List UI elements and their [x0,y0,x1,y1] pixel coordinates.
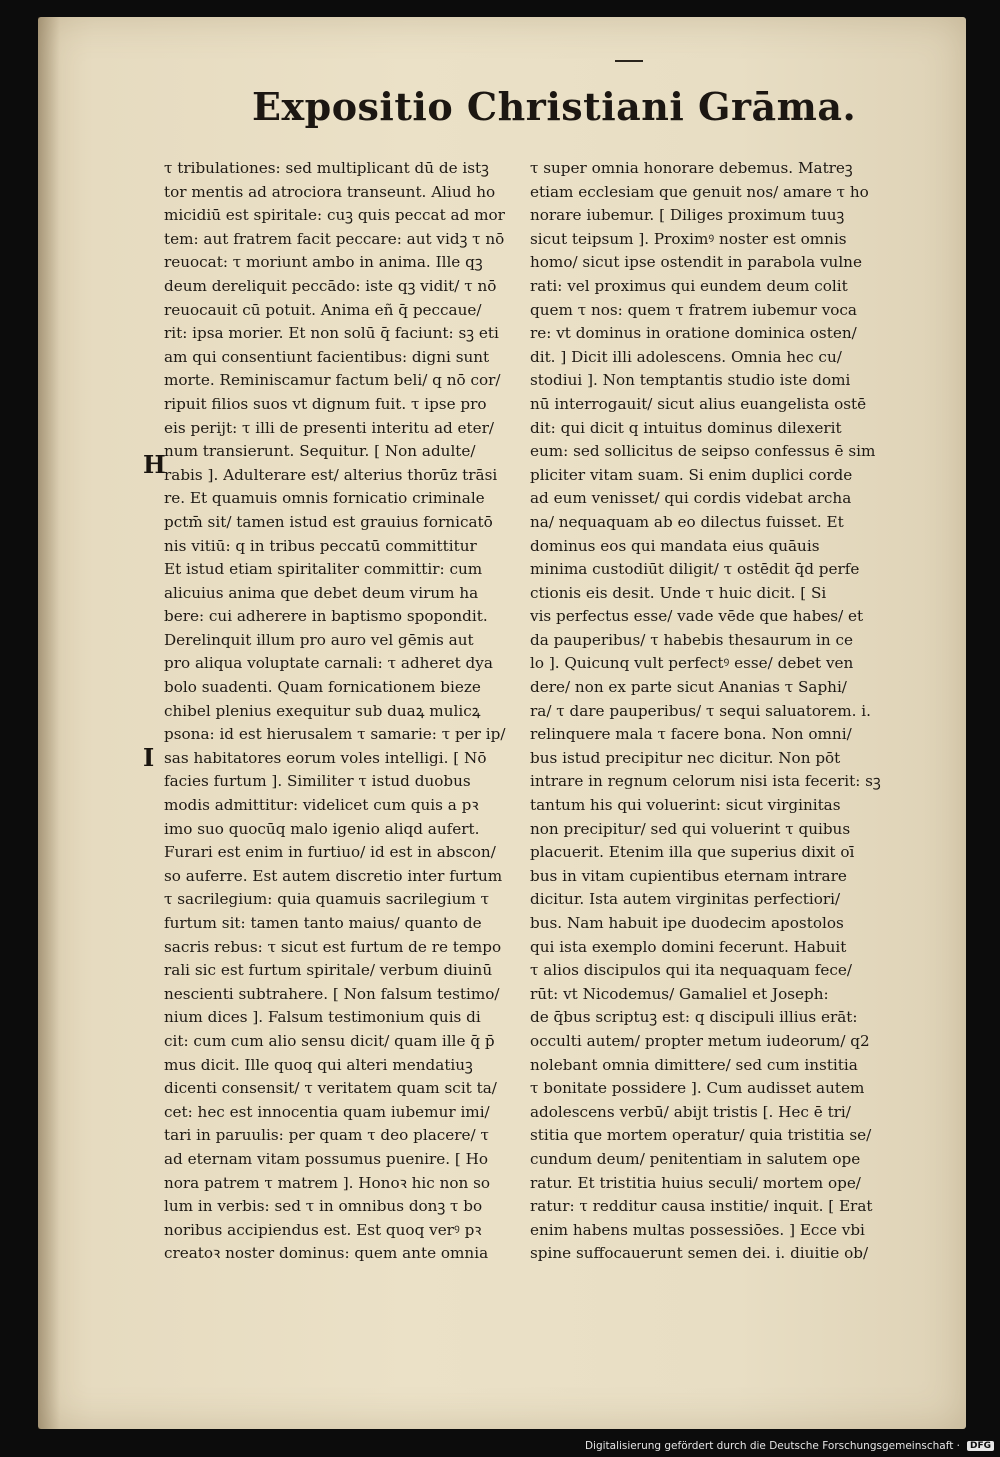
text-line: τ super omnia honorare debemus. Matreꝫ [530,159,853,177]
text-line: tari in paruulis: per quam τ deo placere/ τ [164,1126,489,1145]
text-line: ratur. Et tristitia huius seculi/ mortem ope/ [530,1173,861,1192]
text-line: morte. Reminiscamur factum beli/ q nō cor/ [164,371,501,390]
text-line: chibel plenius exequitur sub duaꝝ mulicꝝ [164,701,481,720]
text-line: cundum deum/ penitentiam in salutem ope [530,1149,861,1168]
text-line: dit. ] Dicit illi adolescens. Omnia hec cu/ [530,347,842,366]
text-line: num transierunt. Sequitur. [ Non adulte/ [164,442,476,461]
text-line: relinquere mala τ facere bona. Non omni/ [530,725,852,744]
text-line: lo ]. Quicunq vult perfectꝰ esse/ debet ven [530,654,854,673]
text-line: nū interrogauit/ sicut alius euangelista ostē [530,394,867,413]
text-line: pliciter vitam suam. Si enim duplici corde [530,465,853,484]
text-line: da pauperibus/ τ habebis thesaurum in ce [530,630,853,649]
text-line: ripuit filios suos vt dignum fuit. τ ipse pro [164,394,487,413]
text-line: rati: vel proximus qui eundem deum colit [530,276,848,295]
text-line: dere/ non ex parte sicut Ananias τ Saphi/ [530,678,847,697]
text-line: nescienti subtrahere. [ Non falsum testimo/ [164,984,500,1003]
text-line: Et istud etiam spiritaliter committir: cum [164,560,483,579]
text-line: enim habens multas possessiōes. ] Ecce vbi [530,1220,865,1239]
text-line: adolescens verbū/ abijt tristis [. Hec ē tri/ [530,1102,851,1121]
text-line: micidiū est spiritale: cuꝫ quis peccat ad mor [164,206,505,225]
text-line: homo/ sicut ipse ostendit in parabola vulne [530,253,862,272]
text-line: tem: aut fratrem facit peccare: aut vidꝫ τ nō [164,229,505,248]
text-line: reuocat: τ moriunt ambo in anima. Ille qꝫ [164,253,483,272]
text-line: am qui consentiunt facientibus: digni sunt [164,347,490,366]
text-line: alicuius anima que debet deum virum ha [164,583,479,602]
text-line: norare iubemur. [ Diliges proximum tuuꝫ [530,206,845,225]
text-line: dicitur. Ista autem virginitas perfectiori/ [530,890,841,909]
text-line: creatoꝛ noster dominus: quem ante omnia [164,1244,489,1263]
text-line: imo suo quocūq malo igenio aliqd aufert. [164,819,480,838]
text-line: quem τ nos: quem τ fratrem iubemur voca [530,300,857,319]
text-line: tor mentis ad atrociora transeunt. Aliud ho [164,182,496,201]
text-line: Furari est enim in furtiuo/ id est in abscon/ [164,843,496,862]
top-mark [615,60,643,62]
text-line: sacris rebus: τ sicut est furtum de re tempo [164,937,502,956]
text-line: τ sacrilegium: quia quamuis sacrilegium τ [164,890,490,909]
text-line: furtum sit: tamen tanto maius/ quanto de [164,914,482,932]
text-line: stodiui ]. Non temptantis studio iste domi [530,371,851,390]
dfg-logo: DFG [967,1441,994,1451]
running-head: Expositio Christiani Grāma. [252,84,857,129]
text-line: Derelinquit illum pro auro vel gēmis aut [164,630,474,649]
text-line: τ bonitate possidere ]. Cum audisset autem [530,1079,865,1098]
text-line: deum dereliquit peccādo: iste qꝫ vidit/ τ nō [164,276,497,295]
text-line: nis vitiū: q in tribus peccatū committitur [164,536,477,555]
text-line: dit: qui dicit q intuitus dominus dilexerit [530,418,842,437]
text-line: eum: sed sollicitus de seipso confessus ē sim [530,442,876,461]
text-line: rabis ]. Adulterare est/ alterius thorūz trāsi [164,465,498,484]
text-line: pctm̄ sit/ tamen istud est grauius fornicatō [164,512,493,531]
text-line: bus in vitam cupientibus eternam intrare [530,866,847,885]
text-line: cet: hec est innocentia quam iubemur imi/ [164,1102,490,1121]
text-line: sas habitatores eorum voles intelligi. [ Nō [164,748,487,767]
text-line: nora patrem τ matrem ]. Honoꝛ hic non so [164,1173,491,1192]
text-line: ad eternam vitam possumus puenire. [ Ho [164,1149,489,1168]
text-line: occulti autem/ propter metum iudeorum/ q2 [530,1031,870,1050]
text-line: dominus eos qui mandata eius quāuis [530,536,820,555]
digitization-footer [0,1438,1000,1457]
left-text-column [164,157,546,1266]
funding-credit: Digitalisierung gefördert durch die Deutsche Forschungsgemeinschaft · [584,1440,960,1452]
text-line: tantum his qui voluerint: sicut virginitas [530,796,841,815]
text-line: ra/ τ dare pauperibus/ τ sequi saluatorem. i. [530,701,871,720]
text-line: rit: ipsa morier. Et non solū q̄ faciunt: sꝫ eti [164,324,499,343]
text-line: bolo suadenti. Quam fornicationem bieze [164,678,481,697]
text-line: vis perfectus esse/ vade vēde que habes/ et [530,607,864,626]
text-line: dicenti consensit/ τ veritatem quam scit ta/ [164,1079,497,1098]
text-line: bus. Nam habuit ipe duodecim apostolos [530,914,844,932]
text-line: na/ nequaquam ab eo dilectus fuisset. Et [530,512,844,531]
text-line: placuerit. Etenim illa que superius dixit oī [530,843,855,862]
text-line: modis admittitur: videlicet cum quis a pꝛ [164,796,479,815]
initial-h: H [143,450,166,479]
text-line: rūt: vt Nicodemus/ Gamaliel et Joseph: [530,984,829,1003]
text-line: nolebant omnia dimittere/ sed cum institia [530,1055,858,1074]
right-text-column [530,157,914,1266]
text-line: nium dices ]. Falsum testimonium quis di [164,1008,481,1027]
text-line: ad eum venisset/ qui cordis videbat archa [530,489,852,508]
text-line: cit: cum cum alio sensu dicit/ quam ille q̄ p̄ [164,1031,495,1050]
text-line: sicut teipsum ]. Proximꝰ noster est omnis [530,229,847,248]
text-line: bere: cui adherere in baptismo spopondit. [164,607,488,626]
initial-i: I [143,743,155,772]
text-line: noribus accipiendus est. Est quoq verꝰ pꝛ [164,1220,482,1239]
text-line: minima custodiūt diligit/ τ ostēdit q̄d perfe [530,560,860,579]
text-line: de q̄bus scriptuꝫ est: q discipuli illius erāt: [530,1008,858,1027]
text-line: re. Et quamuis omnis fornicatio criminale [164,489,485,508]
text-line: re: vt dominus in oratione dominica osten/ [530,324,857,343]
text-line: ratur: τ redditur causa institie/ inquit. [ Erat [530,1197,873,1216]
text-line: stitia que mortem operatur/ quia tristitia se/ [530,1126,872,1145]
text-line: ctionis eis desit. Unde τ huic dicit. [ Si [530,583,827,602]
text-line: qui ista exemplo domini fecerunt. Habuit [530,937,847,956]
text-line: eis perijt: τ illi de presenti interitu ad eter/ [164,418,495,437]
text-line: intrare in regnum celorum nisi ista fecerit: sꝫ [530,772,881,791]
text-line: so auferre. Est autem discretio inter furtum [164,866,503,885]
text-line: pro aliqua voluptate carnali: τ adheret dya [164,654,493,673]
text-line: mus dicit. Ille quoq qui alteri mendatiuꝫ [164,1055,473,1074]
text-line: reuocauit cū potuit. Anima eñ q̄ peccaue/ [164,300,482,319]
text-line: non precipitur/ sed qui voluerint τ quibus [530,819,851,838]
text-line: facies furtum ]. Similiter τ istud duobus [164,772,471,791]
text-line: etiam ecclesiam que genuit nos/ amare τ ho [530,182,869,201]
text-line: psona: id est hierusalem τ samarie: τ per ip/ [164,725,506,744]
text-line: spine suffocauerunt semen dei. i. diuitie ob/ [530,1244,869,1263]
binding-shadow [38,17,60,1429]
text-line: bus istud precipitur nec dicitur. Non pōt [530,748,841,767]
text-line: lum in verbis: sed τ in omnibus donꝫ τ bo [164,1197,483,1216]
text-line: τ alios discipulos qui ita nequaquam fece/ [530,961,852,980]
text-line: τ tribulationes: sed multiplicant dū de istꝫ [164,159,489,177]
text-line: rali sic est furtum spiritale/ verbum diuinū [164,961,493,980]
